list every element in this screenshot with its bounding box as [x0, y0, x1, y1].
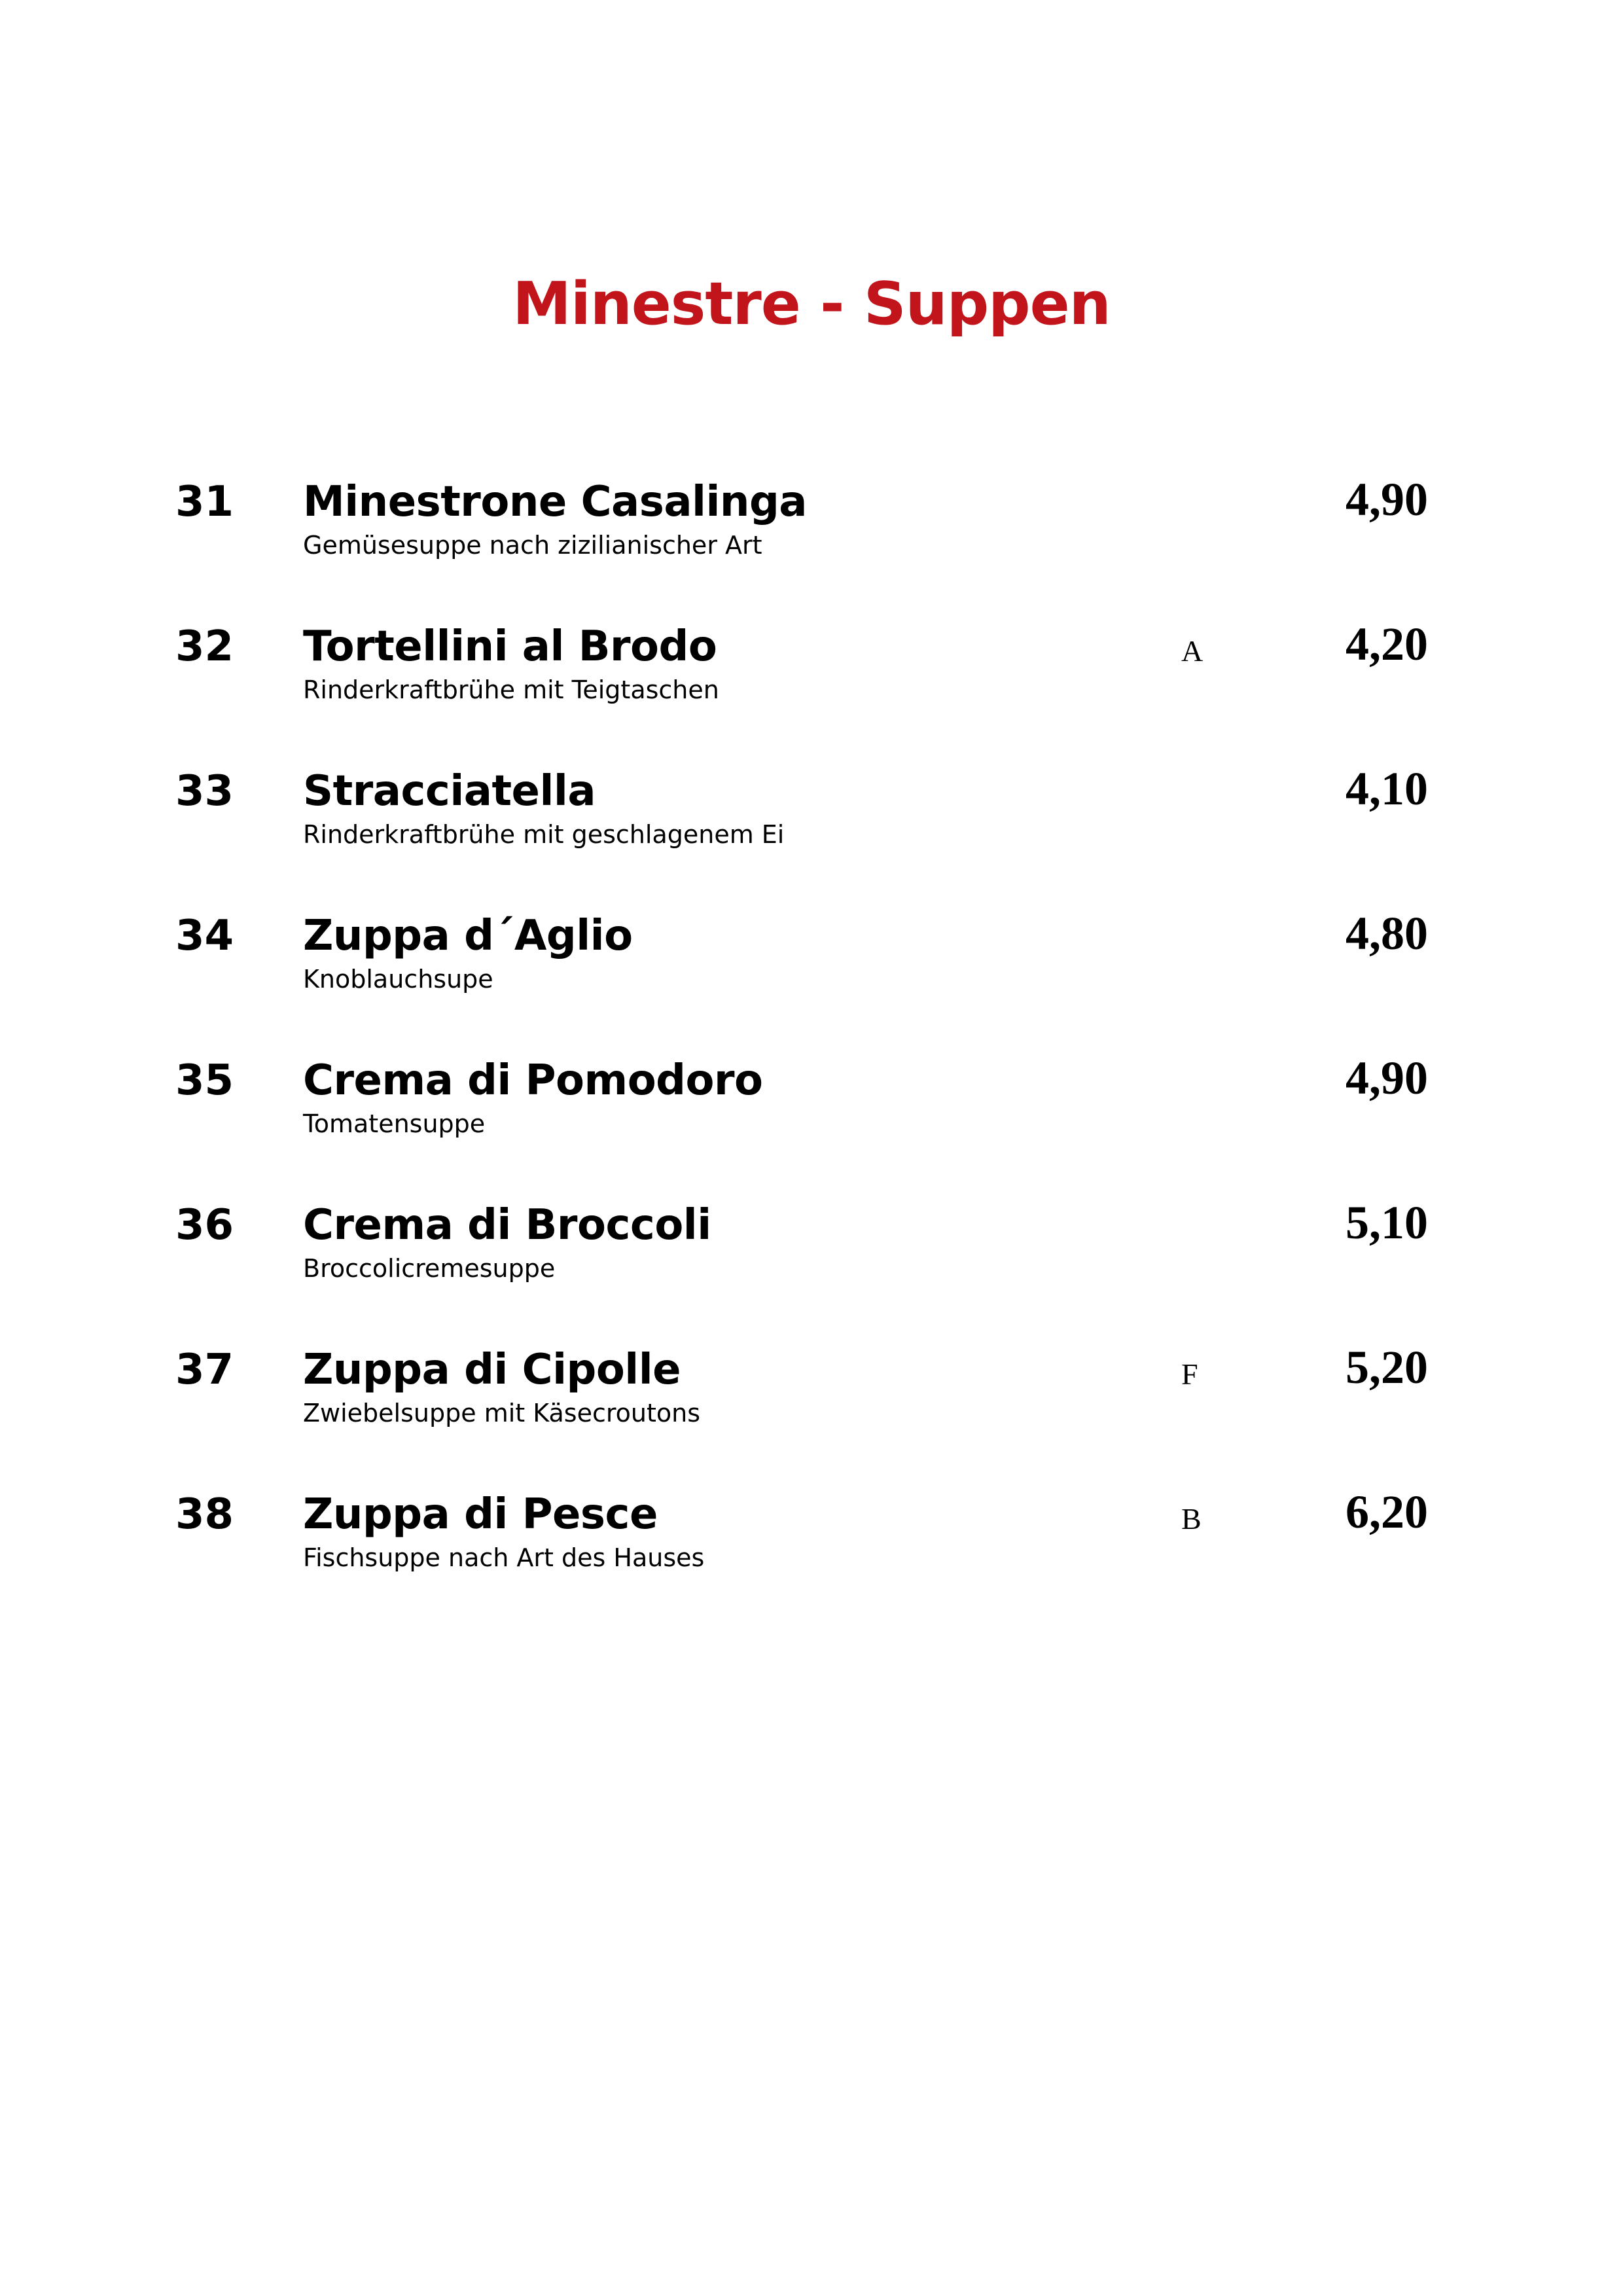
item-name: Stracciatella — [303, 767, 596, 816]
menu-list — [0, 475, 1623, 1632]
item-allergen: B — [1181, 1502, 1202, 1535]
item-price: 4,90 — [1346, 473, 1428, 526]
item-number: 32 — [175, 622, 234, 671]
item-number: 37 — [175, 1346, 234, 1394]
menu-item — [0, 1053, 1623, 1198]
item-number: 38 — [175, 1490, 234, 1539]
item-price: 5,20 — [1346, 1341, 1428, 1393]
item-name: Crema di Pomodoro — [303, 1056, 763, 1105]
item-description: Rinderkraftbrühe mit Teigtaschen — [303, 675, 719, 704]
item-description: Broccolicremesuppe — [303, 1254, 556, 1283]
item-description: Knoblauchsupe — [303, 965, 493, 994]
item-price: 4,20 — [1346, 618, 1428, 670]
item-name: Zuppa di Pesce — [303, 1490, 658, 1539]
page-title: Minestre - Suppen — [512, 270, 1111, 338]
item-number: 35 — [175, 1056, 234, 1105]
item-price: 5,10 — [1346, 1196, 1428, 1249]
menu-item — [0, 475, 1623, 619]
item-description: Tomatensuppe — [303, 1109, 486, 1138]
menu-item — [0, 619, 1623, 764]
item-number: 34 — [175, 912, 234, 960]
item-name: Tortellini al Brodo — [303, 622, 717, 671]
item-number: 36 — [175, 1201, 234, 1249]
menu-item — [0, 764, 1623, 908]
item-name: Crema di Broccoli — [303, 1201, 711, 1249]
item-name: Minestrone Casalinga — [303, 478, 807, 526]
menu-item — [0, 1487, 1623, 1632]
menu-item — [0, 1342, 1623, 1487]
item-description: Gemüsesuppe nach zizilianischer Art — [303, 531, 762, 560]
item-description: Rinderkraftbrühe mit geschlagenem Ei — [303, 820, 785, 849]
item-price: 4,10 — [1346, 762, 1428, 815]
item-description: Fischsuppe nach Art des Hauses — [303, 1543, 705, 1572]
item-number: 31 — [175, 478, 234, 526]
item-name: Zuppa di Cipolle — [303, 1346, 681, 1394]
menu-item — [0, 1198, 1623, 1342]
item-price: 4,80 — [1346, 907, 1428, 960]
item-price: 6,20 — [1346, 1486, 1428, 1538]
item-allergen: A — [1181, 634, 1204, 668]
item-allergen: F — [1181, 1357, 1198, 1391]
item-price: 4,90 — [1346, 1052, 1428, 1104]
menu-item — [0, 908, 1623, 1053]
item-description: Zwiebelsuppe mit Käsecroutons — [303, 1399, 700, 1427]
item-name: Zuppa d´Aglio — [303, 912, 633, 960]
item-number: 33 — [175, 767, 234, 816]
